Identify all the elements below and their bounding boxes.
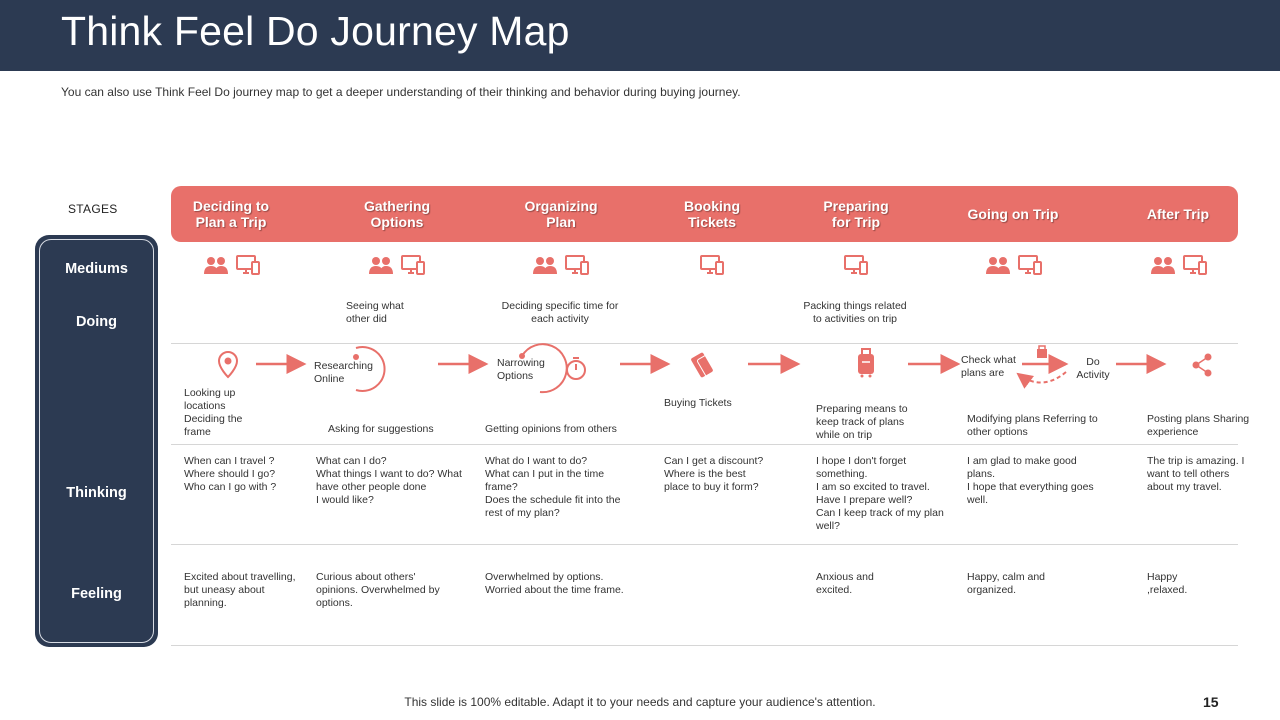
title-bar — [0, 0, 1280, 71]
mediums-gathering — [369, 255, 425, 275]
thinking-after: The trip is amazing. I want to tell others about my travel. — [1147, 455, 1245, 493]
divider — [171, 645, 1238, 646]
doing-organizing: Getting opinions from others — [485, 423, 617, 435]
thinking-organizing: What do I want to do? What can I put in the time frame? Does the schedule fit into the rest of my plan? — [485, 455, 621, 519]
row-label-feeling: Feeling — [71, 586, 122, 602]
people-icon — [204, 255, 228, 275]
doing-flow-narrowing: Narrowing Options — [497, 357, 545, 382]
stage-gathering: Gathering Options — [363, 198, 431, 230]
row-label-mediums: Mediums — [65, 261, 128, 277]
computer-icon — [1018, 255, 1042, 275]
mediums-deciding — [204, 255, 260, 275]
page-title: Think Feel Do Journey Map — [61, 8, 570, 54]
activity-icon — [1037, 346, 1047, 358]
people-icon — [533, 255, 557, 275]
row-label-frame — [39, 239, 154, 643]
thinking-deciding: When can I travel ? Where should I go? Who can I go with ? — [184, 455, 277, 493]
doing-going: Modifying plans Referring to other options — [967, 413, 1098, 438]
feeling-preparing: Anxious and excited. — [816, 571, 874, 596]
stage-preparing: Preparing for Trip — [823, 198, 889, 230]
doing-note-organizing: Deciding specific time for each activity — [501, 300, 619, 325]
divider — [171, 544, 1238, 545]
stage-going: Going on Trip — [967, 206, 1059, 222]
mediums-going — [986, 255, 1042, 275]
feeling-gathering: Curious about others' opinions. Overwhelmed by options. — [316, 571, 440, 609]
computer-icon — [236, 255, 260, 275]
mediums-booking — [700, 255, 724, 275]
feeling-deciding: Excited about travelling, but uneasy about planning. — [184, 571, 296, 609]
computer-icon — [844, 255, 868, 275]
computer-icon — [401, 255, 425, 275]
people-icon — [369, 255, 393, 275]
doing-gathering: Asking for suggestions — [328, 423, 434, 435]
doing-deciding: Looking up locations Deciding the frame — [184, 387, 243, 438]
computer-icon — [1183, 255, 1207, 275]
people-icon — [986, 255, 1010, 275]
row-label-doing: Doing — [75, 314, 118, 330]
doing-note-preparing: Packing things related to activities on trip — [803, 300, 907, 325]
footer-note: This slide is 100% editable. Adapt it to your needs and capture your audience's attention. — [404, 695, 876, 709]
doing-flow-check-plans: Check what plans are — [961, 354, 1016, 379]
page-subtitle: You can also use Think Feel Do journey map to get a deeper understanding of their thinking and behavior during buying journey. — [61, 85, 741, 99]
doing-flow-researching: Researching Online — [314, 360, 373, 385]
doing-note-gathering: Seeing what other did — [346, 300, 404, 325]
location-pin-icon — [219, 352, 237, 377]
doing-booking: Buying Tickets — [664, 397, 732, 409]
return-dashed-arrow — [1018, 372, 1066, 383]
stage-bar — [171, 186, 1238, 242]
stage-after: After Trip — [1146, 206, 1210, 222]
stage-organizing: Organizing Plan — [524, 198, 598, 230]
thinking-going: I am glad to make good plans. I hope that everything goes well. — [967, 455, 1094, 506]
share-icon — [1193, 354, 1212, 377]
stopwatch-icon — [567, 358, 585, 379]
computer-icon — [565, 255, 589, 275]
row-label-panel — [35, 235, 158, 647]
luggage-icon — [858, 349, 874, 378]
doing-flow-do-activity: Do Activity — [1076, 356, 1110, 381]
stage-deciding: Deciding to Plan a Trip — [192, 198, 270, 230]
divider — [171, 444, 1238, 445]
thinking-gathering: What can I do? What things I want to do? What have other people done I would like? — [316, 455, 462, 506]
feeling-after: Happy ,relaxed. — [1147, 571, 1188, 596]
feeling-going: Happy, calm and organized. — [967, 571, 1046, 596]
row-label-thinking: Thinking — [66, 485, 127, 501]
thinking-preparing: I hope I don't forget something. I am so excited to travel. Have I prepare well? Can I keep track of my plan well? — [816, 455, 944, 532]
page-number: 15 — [1203, 694, 1219, 710]
people-icon — [1151, 255, 1175, 275]
stage-booking: Booking Tickets — [684, 198, 740, 230]
doing-preparing: Preparing means to keep track of plans while on trip — [816, 403, 908, 441]
mediums-preparing — [844, 255, 868, 275]
stages-label: STAGES — [68, 202, 118, 216]
doing-after: Posting plans Sharing experience — [1147, 413, 1250, 438]
mediums-organizing — [533, 255, 589, 275]
thinking-booking: Can I get a discount? Where is the best place to buy it form? — [664, 455, 764, 493]
computer-icon — [700, 255, 724, 275]
tickets-icon — [690, 352, 717, 378]
feeling-organizing: Overwhelmed by options. Worried about the time frame. — [485, 571, 624, 596]
mediums-after — [1151, 255, 1207, 275]
